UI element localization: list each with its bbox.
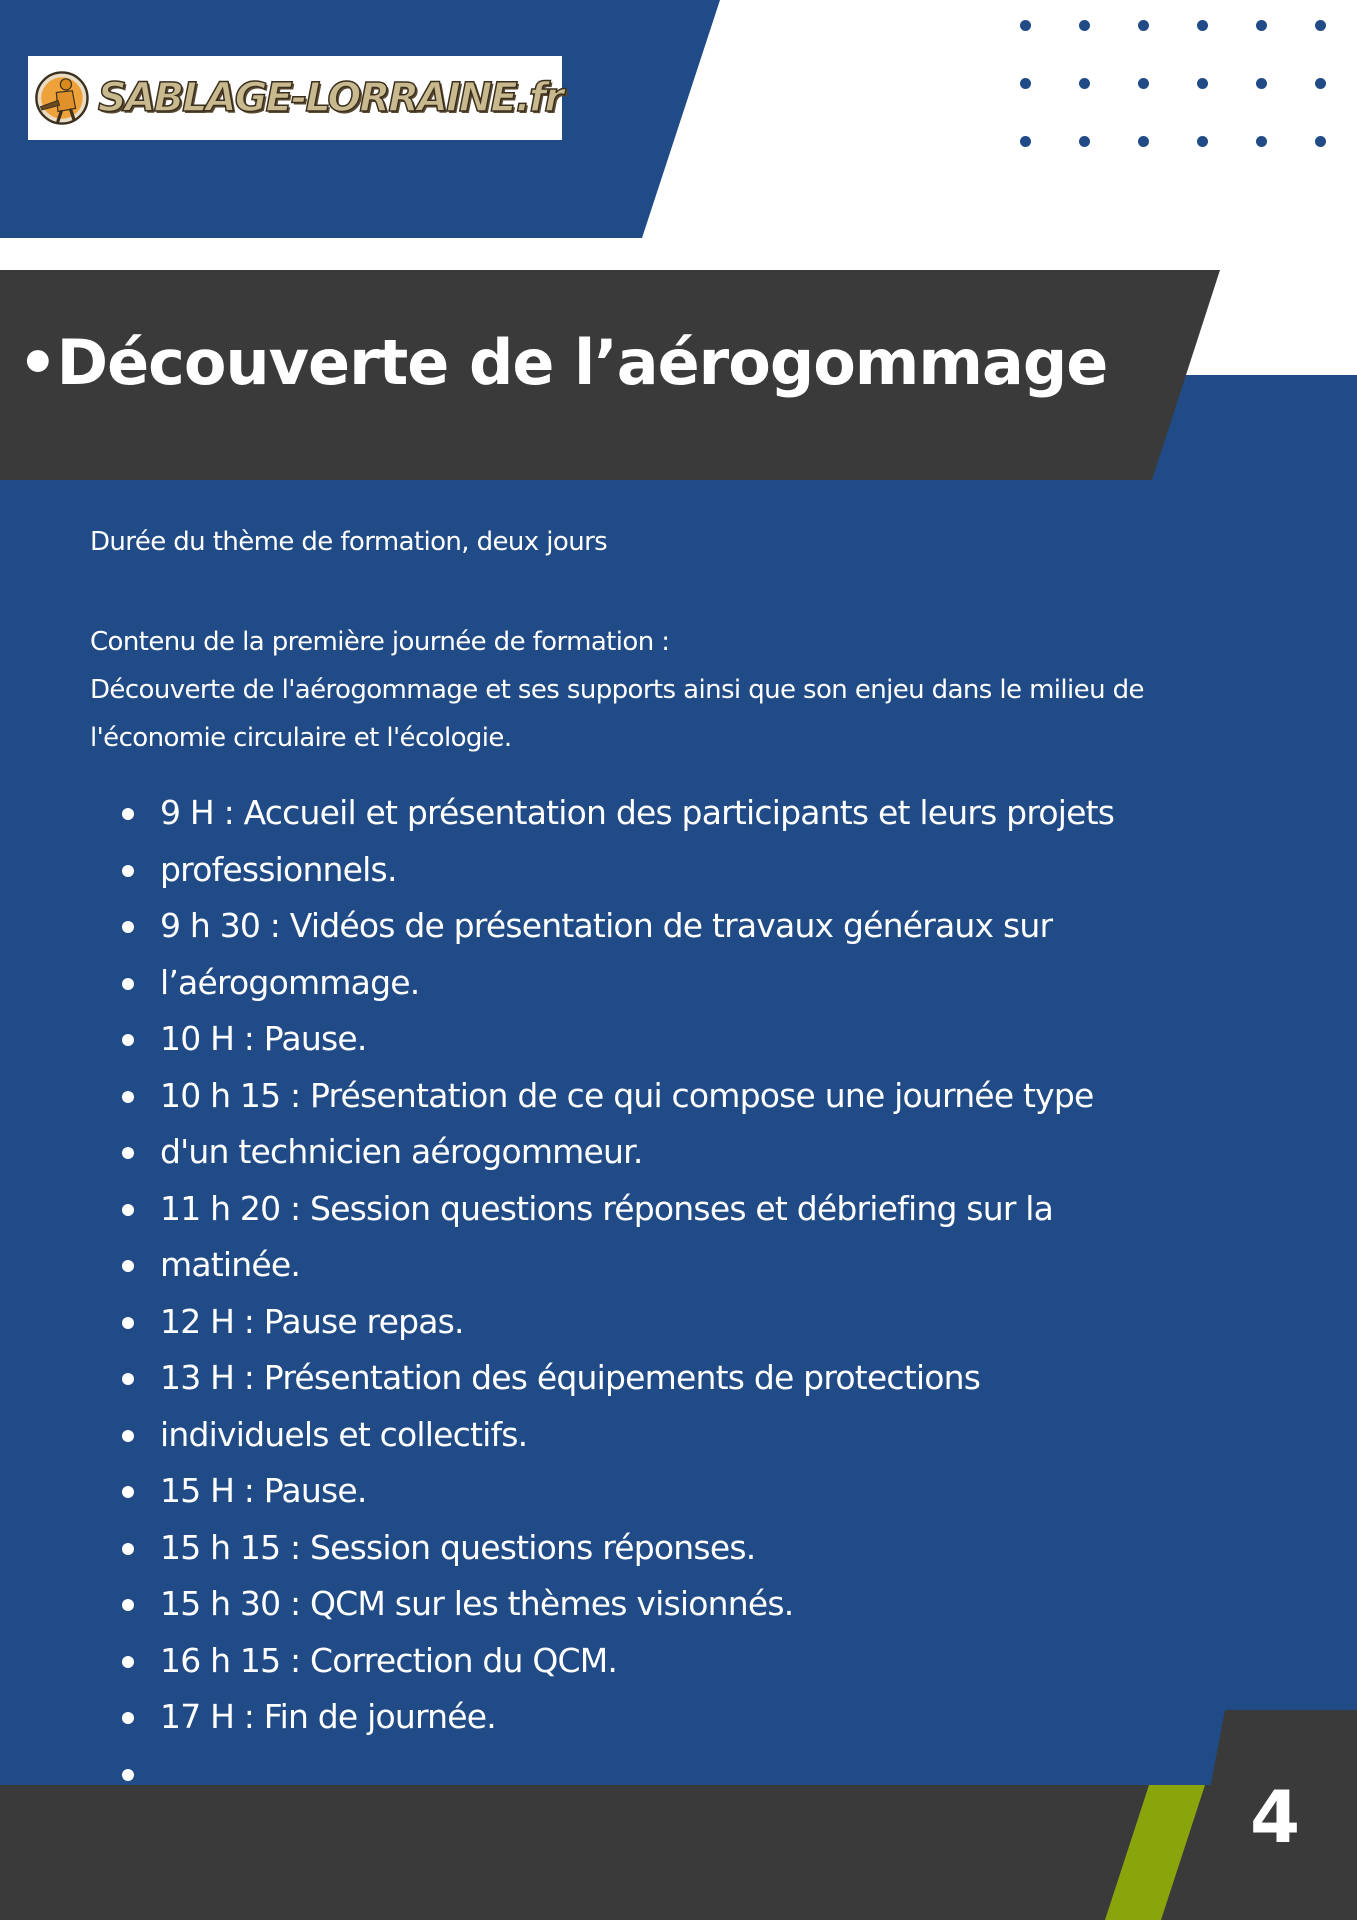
schedule-item: 9 h 30 : Vidéos de présentation de travaux généraux sur bbox=[160, 898, 1114, 955]
schedule-item: l’aérogommage. bbox=[160, 955, 1114, 1012]
dot bbox=[1256, 78, 1267, 89]
site-logo bbox=[28, 56, 562, 140]
schedule-item: 13 H : Présentation des équipements de protections bbox=[160, 1350, 1114, 1407]
day1-schedule-list bbox=[160, 785, 1114, 1802]
dot bbox=[1138, 20, 1149, 31]
decorative-dot-grid bbox=[1020, 20, 1340, 150]
dot bbox=[1315, 136, 1326, 147]
training-duration: Durée du thème de formation, deux jours bbox=[90, 527, 608, 557]
schedule-item: 10 H : Pause. bbox=[160, 1011, 1114, 1068]
logo-wordmark: SABLAGE-LORRAINE.fr bbox=[97, 75, 562, 121]
dot bbox=[1197, 78, 1208, 89]
schedule-item: professionnels. bbox=[160, 842, 1114, 899]
schedule-item: 17 H : Fin de journée. bbox=[160, 1689, 1114, 1746]
schedule-item: 10 h 15 : Présentation de ce qui compose une journée type bbox=[160, 1068, 1114, 1125]
day1-heading: Contenu de la première journée de formation : bbox=[90, 627, 670, 657]
dot bbox=[1138, 78, 1149, 89]
schedule-item: 9 H : Accueil et présentation des participants et leurs projets bbox=[160, 785, 1114, 842]
schedule-item: 15 H : Pause. bbox=[160, 1463, 1114, 1520]
schedule-item: 12 H : Pause repas. bbox=[160, 1294, 1114, 1351]
schedule-item: 15 h 15 : Session questions réponses. bbox=[160, 1520, 1114, 1577]
dot bbox=[1020, 136, 1031, 147]
dot bbox=[1020, 78, 1031, 89]
sandblaster-worker-icon bbox=[34, 63, 90, 133]
day1-description-line: l'économie circulaire et l'écologie. bbox=[90, 723, 512, 753]
dot bbox=[1256, 20, 1267, 31]
dot bbox=[1079, 20, 1090, 31]
schedule-item: individuels et collectifs. bbox=[160, 1407, 1114, 1464]
schedule-item: d'un technicien aérogommeur. bbox=[160, 1124, 1114, 1181]
day1-description-line: Découverte de l'aérogommage et ses supports ainsi que son enjeu dans le milieu de bbox=[90, 675, 1144, 705]
dot bbox=[1079, 78, 1090, 89]
dot bbox=[1197, 20, 1208, 31]
schedule-item: 11 h 20 : Session questions réponses et débriefing sur la bbox=[160, 1181, 1114, 1238]
schedule-item: matinée. bbox=[160, 1237, 1114, 1294]
dot bbox=[1197, 136, 1208, 147]
dot bbox=[1020, 20, 1031, 31]
dot bbox=[1315, 78, 1326, 89]
dot bbox=[1315, 20, 1326, 31]
training-intro bbox=[90, 518, 1280, 762]
schedule-item: 16 h 15 : Correction du QCM. bbox=[160, 1633, 1114, 1690]
schedule-item: 15 h 30 : QCM sur les thèmes visionnés. bbox=[160, 1576, 1114, 1633]
dot bbox=[1256, 136, 1267, 147]
page-number: 4 bbox=[1250, 1775, 1301, 1859]
dot bbox=[1079, 136, 1090, 147]
dot bbox=[1138, 136, 1149, 147]
schedule-item-empty bbox=[160, 1746, 1114, 1803]
page-title: •Découverte de l’aérogommage bbox=[18, 326, 1108, 399]
